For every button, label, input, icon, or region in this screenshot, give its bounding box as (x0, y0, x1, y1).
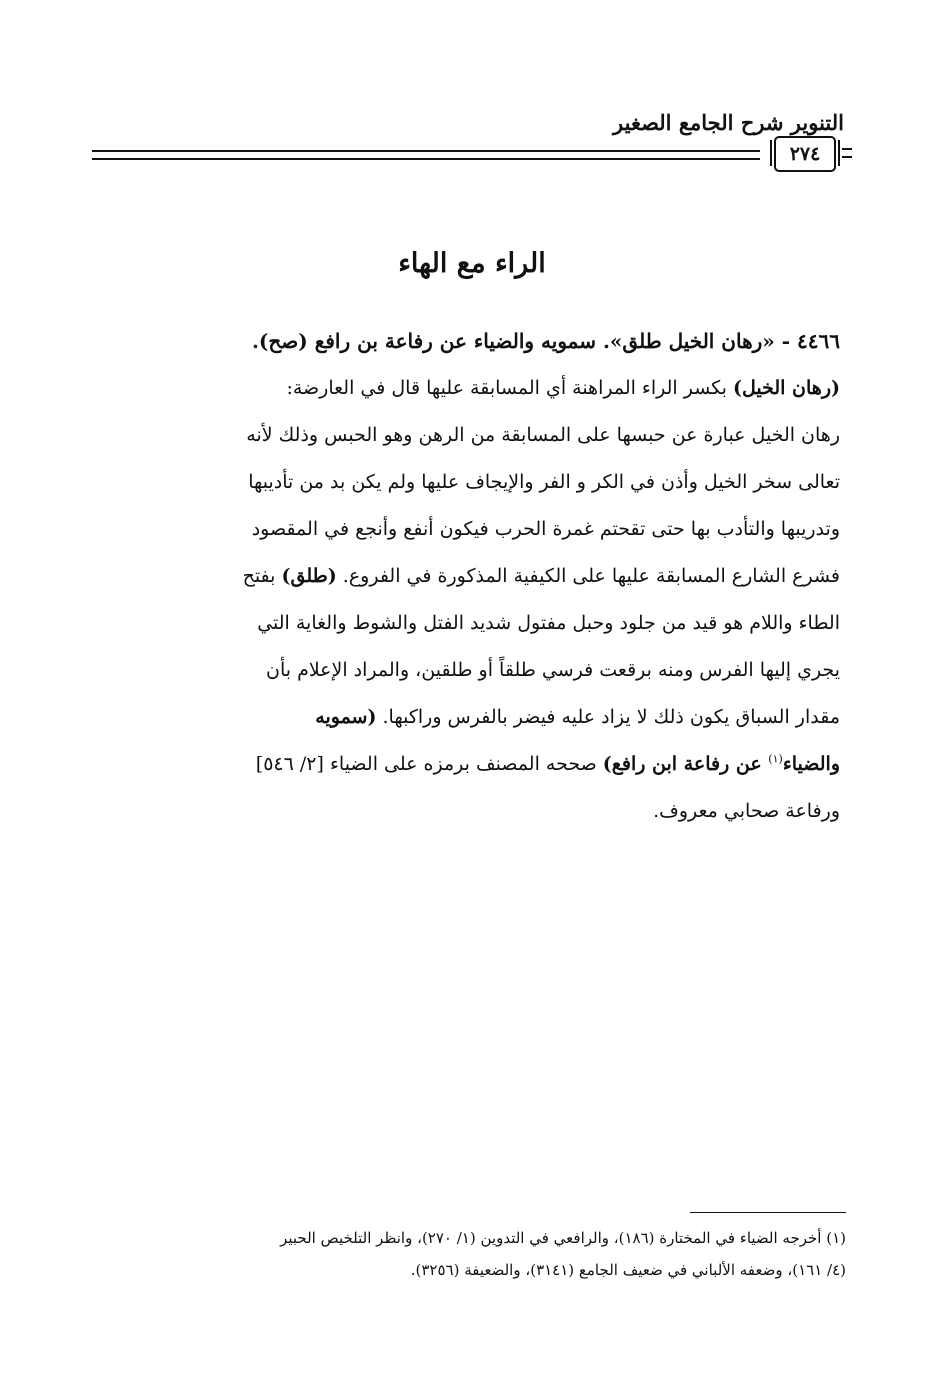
footnote-divider (690, 1212, 846, 1213)
commentary-line-3: تعالى سخر الخيل وأذن في الكر و الفر والإيجاف عليها ولم يكن بد من تأديبها (248, 471, 840, 493)
footnote-line-2: (٤/ ١٦١)، وضعفه الألباني في ضعيف الجامع (٣١٤١)، والضعيفة (٣٢٥٦). (410, 1261, 846, 1279)
commentary-term-diya: والضياء (782, 753, 840, 775)
header-double-rule (92, 150, 760, 160)
commentary-term-rifaah: عن رفاعة ابن رافع) (602, 753, 769, 775)
commentary-line-4: وتدريبها والتأدب بها حتى تقحتم غمرة الحرب فيكون أنفع وأنجع في المقصود (251, 518, 840, 540)
hadith-entry (102, 318, 840, 365)
commentary-line-1 (102, 365, 840, 412)
page-number: ٢٧٤ (774, 136, 836, 172)
page-header (92, 98, 852, 180)
commentary-text: مقدار السباق يكون ذلك لا يزاد عليه فيضر بالفرس وراكبها. (376, 706, 840, 728)
commentary-line-10: ورفاعة صحابي معروف. (653, 800, 840, 822)
commentary-line-8 (102, 694, 840, 741)
header-rule-end (842, 148, 852, 158)
commentary-text: فشرع الشارع المسابقة عليها على الكيفية المذكورة في الفروع. (336, 565, 840, 587)
commentary-line-9 (102, 741, 840, 788)
section-heading: الراء مع الهاء (398, 248, 546, 279)
commentary-text: صححه المصنف برمزه على الضياء [٢/ ٥٤٦] (255, 753, 603, 775)
commentary-text: بفتح (242, 565, 282, 587)
commentary-text: بكسر الراء المراهنة أي المسابقة عليها قال في العارضة: (286, 377, 733, 399)
hadith-text: «رهان الخيل طلق». سمويه والضياء عن رفاعة بن رافع (صح). (251, 329, 775, 353)
footnote-marker[interactable]: (١) (768, 752, 783, 766)
commentary-line-2: رهان الخيل عبارة عن حبسها على المسابقة من الرهن وهو الحبس وذلك لأنه (246, 424, 840, 446)
commentary-term-talaq: (طلق) (281, 565, 337, 587)
commentary-line-7: يجري إليها الفرس ومنه برقعت فرسي طلقاً أو طلقين، والمراد الإعلام بأن (266, 659, 840, 681)
footnote-line-1: (١) أخرجه الضياء في المختارة (١٨٦)، والرافعي في التدوين (١/ ٢٧٠)، وانظر التلخيص الحبير (280, 1229, 846, 1247)
commentary-term-samawayh: (سمويه (315, 706, 377, 728)
footnotes (100, 1222, 846, 1286)
running-title: التنوير شرح الجامع الصغير (613, 110, 844, 135)
hadith-number: ٤٤٦٦ - (774, 329, 840, 353)
main-text (102, 318, 840, 835)
commentary-line-6: الطاء واللام هو قيد من جلود وحبل مفتول شديد الفتل والشوط والغاية التي (257, 612, 840, 634)
commentary-term-rihan: (رهان الخيل) (733, 377, 840, 399)
commentary-line-5 (102, 553, 840, 600)
